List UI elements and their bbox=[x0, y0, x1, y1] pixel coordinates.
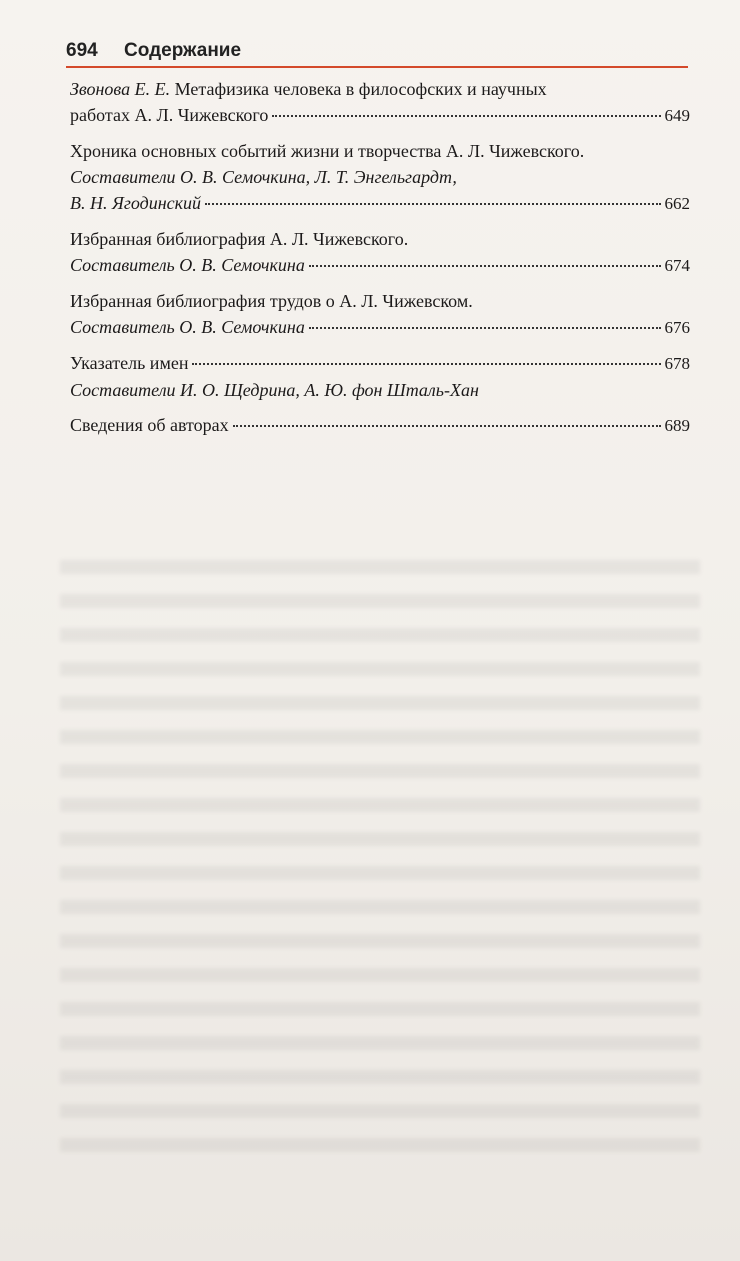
toc-line bbox=[70, 350, 690, 377]
toc-page-number: 689 bbox=[664, 416, 690, 435]
running-header bbox=[66, 40, 688, 68]
toc-title: Избранная библиография трудов о А. Л. Чижевском. bbox=[70, 291, 473, 311]
dot-leader bbox=[192, 363, 660, 365]
toc-entry bbox=[70, 350, 690, 403]
toc-line bbox=[70, 377, 690, 403]
toc-compiler: Составитель О. В. Семочкина bbox=[70, 317, 305, 337]
toc-line bbox=[70, 76, 690, 102]
page-number: 694 bbox=[66, 40, 98, 61]
running-title: Содержание bbox=[124, 40, 242, 61]
toc-title: Метафизика человека в философских и научных bbox=[170, 79, 547, 99]
toc-author: Звонова Е. Е. bbox=[70, 79, 171, 99]
toc-line bbox=[70, 412, 690, 439]
dot-leader bbox=[233, 425, 661, 427]
toc-compilers: Составители И. О. Щедрина, А. Ю. фон Шталь-Хан bbox=[70, 380, 479, 400]
toc-entry bbox=[70, 288, 690, 341]
toc-page-number: 678 bbox=[664, 354, 690, 373]
dot-leader bbox=[205, 203, 660, 205]
toc-title: Указатель имен bbox=[70, 353, 189, 373]
toc-compilers-cont: В. Н. Ягодинский bbox=[70, 193, 202, 213]
toc-line bbox=[70, 102, 690, 129]
toc-title: Избранная библиография А. Л. Чижевского. bbox=[70, 229, 409, 249]
dot-leader bbox=[272, 115, 660, 117]
toc-page-number: 649 bbox=[664, 106, 690, 125]
toc-line bbox=[70, 288, 690, 314]
bleed-through-texture bbox=[60, 560, 700, 1160]
toc-line bbox=[70, 314, 690, 341]
toc-line bbox=[70, 190, 690, 217]
toc-title: Сведения об авторах bbox=[70, 415, 229, 435]
toc-title-cont: работах А. Л. Чижевского bbox=[70, 105, 269, 125]
toc-list bbox=[70, 76, 690, 448]
toc-entry bbox=[70, 412, 690, 439]
toc-line bbox=[70, 226, 690, 252]
dot-leader bbox=[309, 327, 661, 329]
toc-line bbox=[70, 252, 690, 279]
toc-entry bbox=[70, 76, 690, 129]
toc-entry bbox=[70, 138, 690, 217]
toc-compilers: Составители О. В. Семочкина, Л. Т. Энгельгардт, bbox=[70, 167, 457, 187]
toc-page-number: 676 bbox=[664, 318, 690, 337]
toc-page-number: 674 bbox=[664, 256, 690, 275]
toc-page-number: 662 bbox=[664, 194, 690, 213]
toc-line bbox=[70, 164, 690, 190]
toc-line bbox=[70, 138, 690, 164]
dot-leader bbox=[309, 265, 661, 267]
toc-compiler: Составитель О. В. Семочкина bbox=[70, 255, 305, 275]
toc-entry bbox=[70, 226, 690, 279]
toc-title: Хроника основных событий жизни и творчества А. Л. Чижевского. bbox=[70, 141, 585, 161]
